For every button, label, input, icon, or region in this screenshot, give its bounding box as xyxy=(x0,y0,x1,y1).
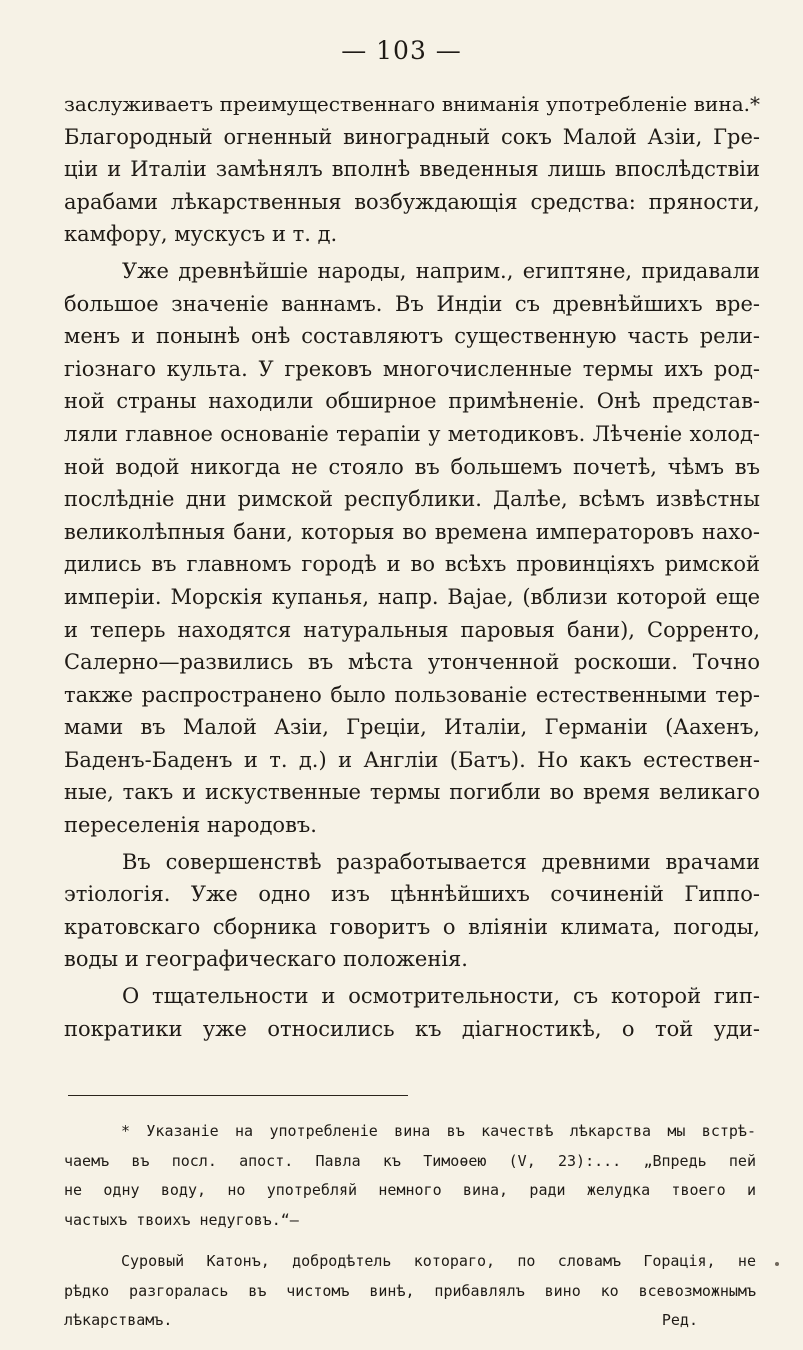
paragraph xyxy=(64,980,760,1045)
text-line: дились въ главномъ городѣ и во всѣхъ провинціяхъ римской xyxy=(64,552,760,577)
text-line: ляли главное основаніе терапіи у методиковъ. Лѣченіе холод- xyxy=(64,421,760,446)
text-line: арабами лѣкарственныя возбуждающія средства: пряности, xyxy=(64,189,760,214)
text-line: воды и географическаго положенія. xyxy=(64,947,468,972)
text-line: Уже древнѣйшіе народы, наприм., египтяне, придавали xyxy=(122,258,760,283)
text-line: Баденъ-Баденъ и т. д.) и Англіи (Батъ). Но какъ естествен- xyxy=(64,747,760,772)
body-text xyxy=(64,88,760,1045)
footnotes xyxy=(64,1117,756,1336)
text-line: ные, такъ и искуственные термы погибли во время великаго xyxy=(64,780,760,805)
text-line: ціи и Италіи замѣнялъ вполнѣ введенныя лишь впослѣдствіи xyxy=(64,157,760,182)
text-line: также распространено было пользованіе естественными тер- xyxy=(64,682,760,707)
text-line: Салерно—развились въ мѣста утонченной роскоши. Точно xyxy=(64,650,760,675)
footnote-line: не одну воду, но употребляй немного вина, ради желудка твоего и xyxy=(64,1181,756,1199)
page-number: — 103 — xyxy=(341,36,462,65)
text-line: камфору, мускусъ и т. д. xyxy=(64,222,338,247)
footnote xyxy=(64,1117,756,1235)
text-line: имперіи. Морскія купанья, напр. Вајае, (вблизи которой еще xyxy=(64,584,760,609)
text-line: Въ совершенствѣ разработывается древними врачами xyxy=(122,849,760,874)
footnote-line: частыхъ твоихъ недуговъ.“— xyxy=(64,1210,299,1229)
text-line: ной водой никогда не стояло въ большемъ почетѣ, чѣмъ въ xyxy=(64,454,760,479)
text-line: О тщательности и осмотрительности, съ которой гип- xyxy=(122,984,760,1009)
text-line: мами въ Малой Азіи, Греціи, Италіи, Германіи (Аахенъ, xyxy=(64,715,760,740)
footnote-line xyxy=(64,1306,756,1336)
footnote-line: рѣдко разгоралась въ чистомъ винѣ, прибавлялъ вино ко всевозможнымъ xyxy=(64,1281,756,1300)
footnote-line: чаемъ въ посл. апост. Павла къ Тимоѳею (V, 23):... „Впредь пей xyxy=(64,1151,756,1170)
text-line: этіологія. Уже одно изъ цѣннѣйшихъ сочиненій Гиппо- xyxy=(64,882,760,907)
text-line: ной страны находили обширное примѣненіе. Онѣ представ- xyxy=(64,389,760,414)
text-line: большое значеніе ваннамъ. Въ Индіи съ древнѣйшихъ вре- xyxy=(64,291,760,316)
paragraph xyxy=(64,88,760,251)
print-speck xyxy=(775,1262,779,1266)
text-line: кратовскаго сборника говоритъ о вліяніи климата, погоды, xyxy=(64,914,760,939)
text-line: гіознаго культа. У грековъ многочисленные термы ихъ род- xyxy=(64,356,760,381)
text-line: Благородный огненный виноградный сокъ Малой Азіи, Гре- xyxy=(64,124,760,149)
paragraph xyxy=(64,846,760,976)
text-line: послѣдніе дни римской республики. Далѣе, всѣмъ извѣстны xyxy=(64,487,760,512)
footnote-line: * Указаніе на употребленіе вина въ качествѣ лѣкарства мы встрѣ- xyxy=(121,1122,756,1140)
footnote xyxy=(64,1247,756,1336)
text-line: великолѣпныя бани, которыя во времена императоровъ нахо- xyxy=(64,519,760,544)
text-line: и теперь находятся натуральныя паровыя бани), Сорренто, xyxy=(64,617,760,642)
paragraph xyxy=(64,255,760,842)
footnote-line-text: лѣкарствамъ. xyxy=(64,1311,173,1329)
text-line: менъ и понынѣ онѣ составляютъ существенную часть рели- xyxy=(64,324,760,349)
text-line: переселенія народовъ. xyxy=(64,813,317,838)
footnote-divider xyxy=(68,1095,408,1096)
editor-signature: Ред. xyxy=(661,1311,698,1329)
text-line: пократики уже относились къ діагностикѣ, о той уди- xyxy=(64,1016,760,1041)
footnote-line: Суровый Катонъ, добродѣтель котораго, по словамъ Горація, не xyxy=(121,1252,756,1270)
text-line: заслуживаетъ преимущественнаго вниманія употребленіе вина.* xyxy=(64,92,760,116)
